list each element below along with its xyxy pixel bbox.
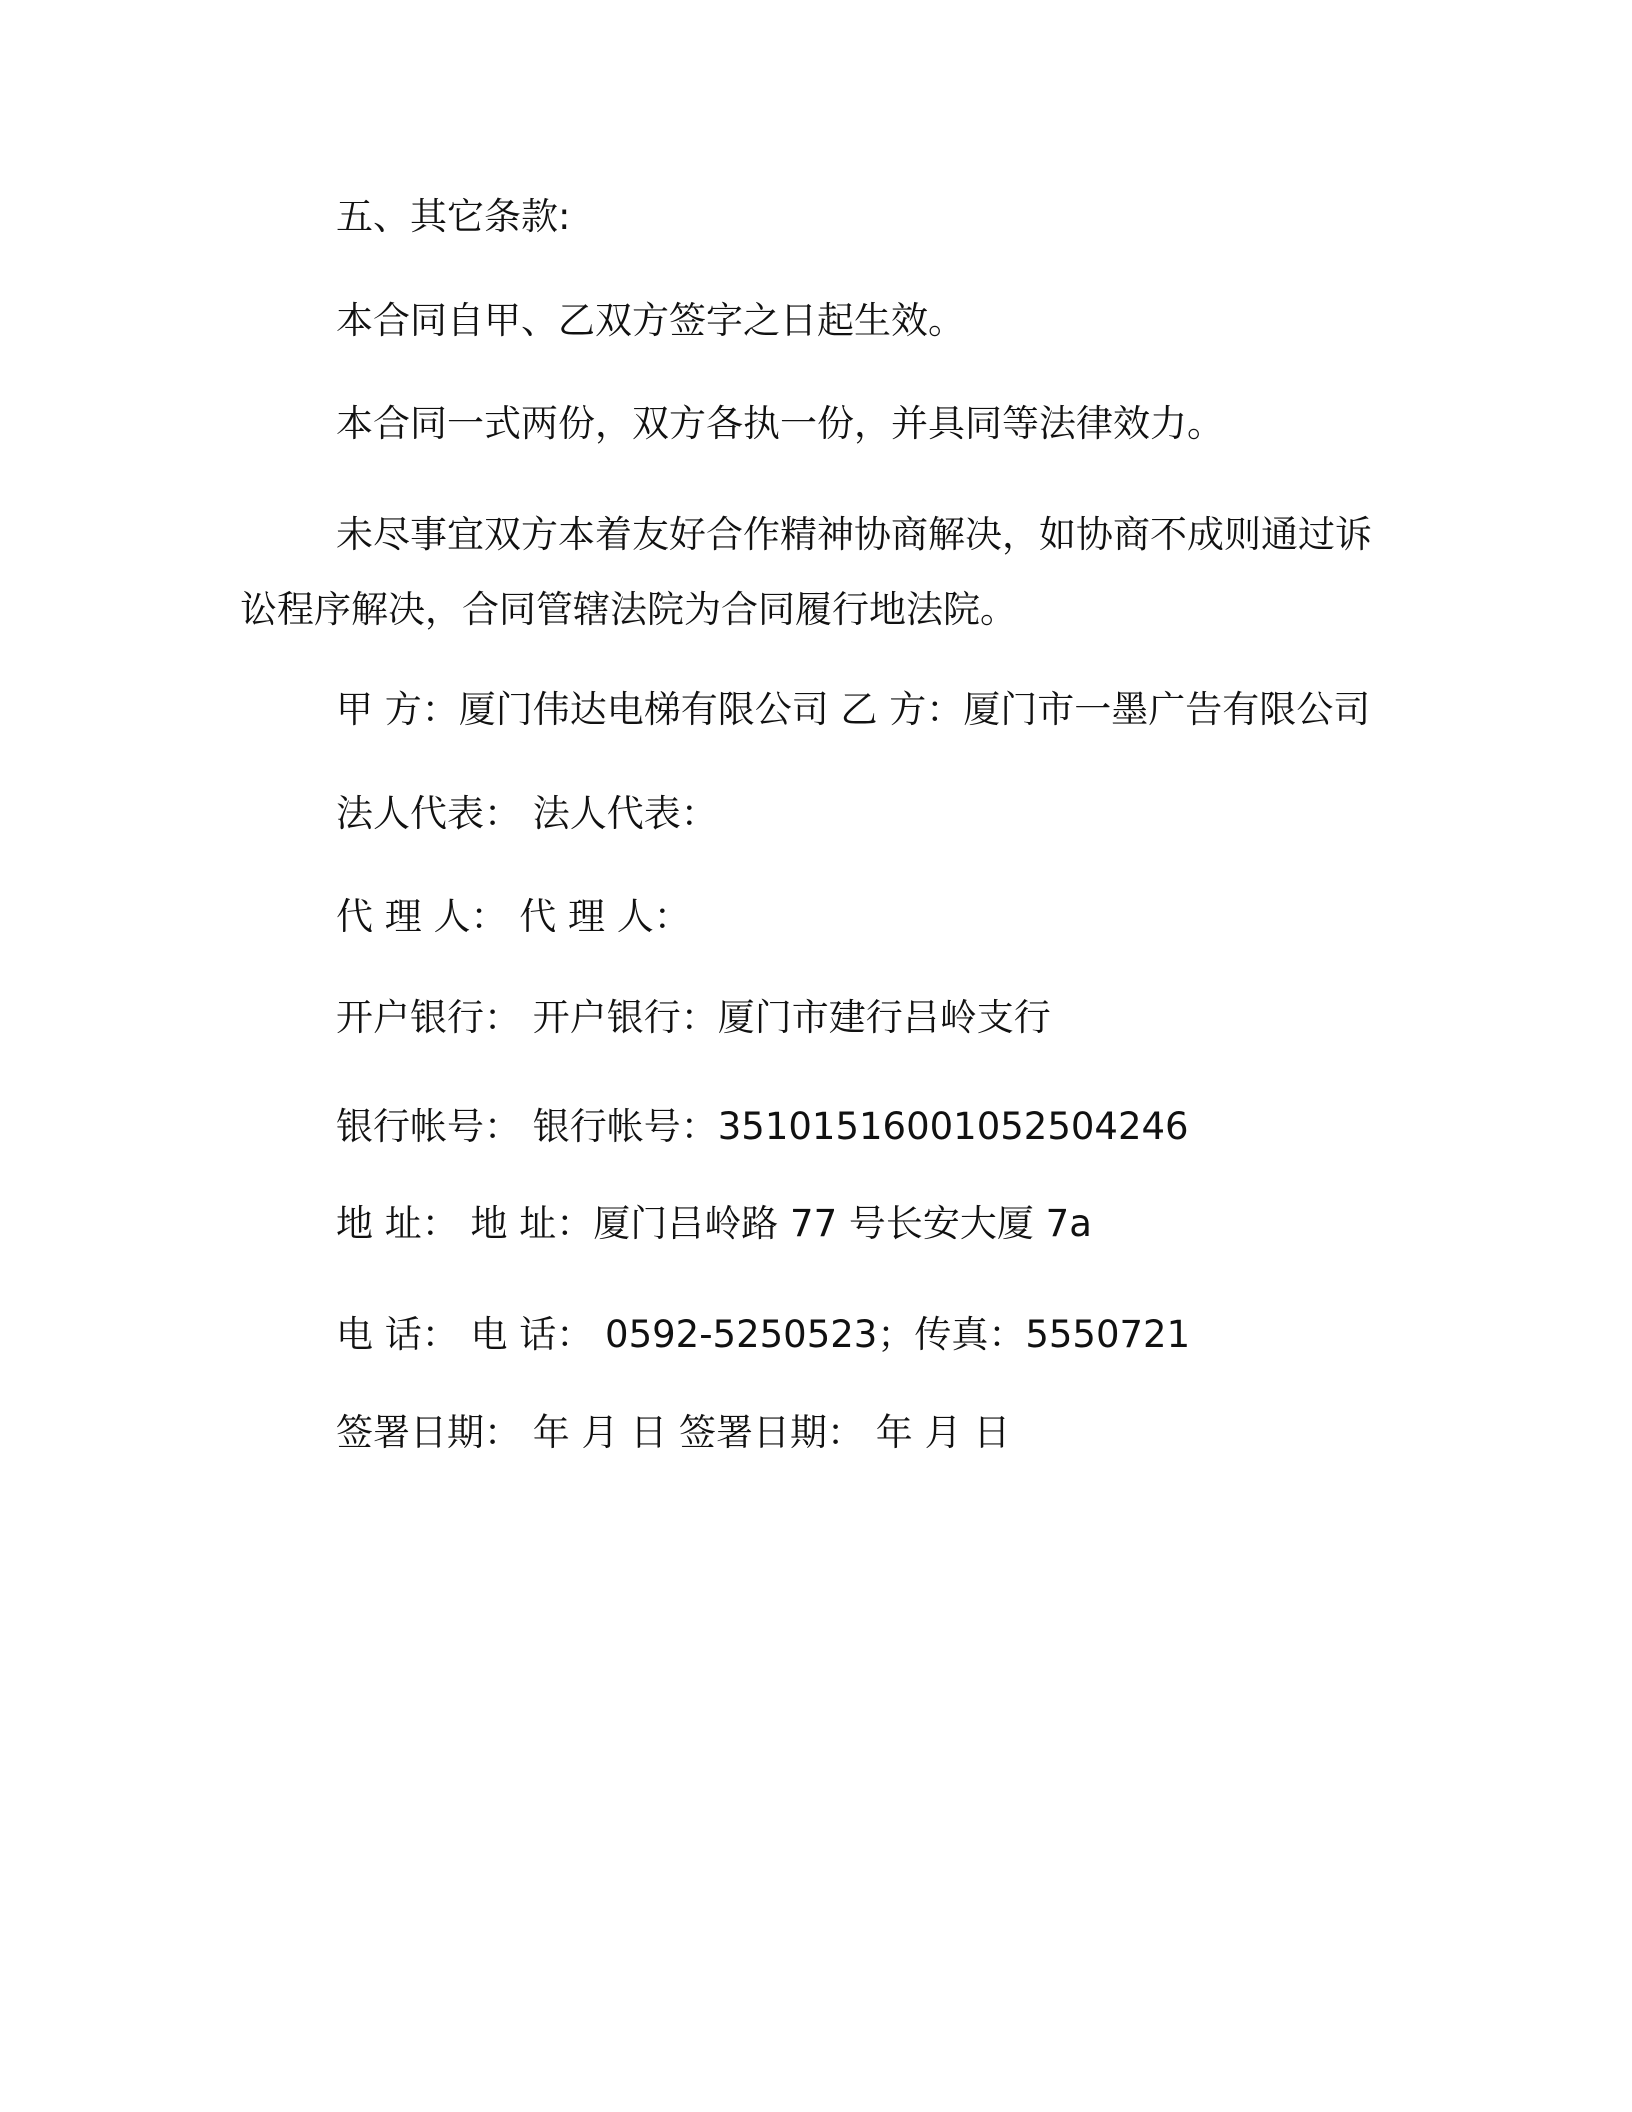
agent-line: 代 理 人： 代 理 人：: [336, 895, 691, 938]
address-line: 地 址： 地 址：厦门吕岭路 77 号长安大厦 7a: [336, 1202, 1092, 1245]
section-heading: 五、其它条款:: [336, 195, 571, 238]
clause-copies: 本合同一式两份，双方各执一份，并具同等法律效力。: [336, 402, 1224, 445]
bank-line: 开户银行： 开户银行：厦门市建行吕岭支行: [336, 996, 1051, 1039]
parties-line: 甲 方：厦门伟达电梯有限公司 乙 方：厦门市一墨广告有限公司: [336, 688, 1371, 731]
clause-effective: 本合同自甲、乙双方签字之日起生效。: [336, 299, 965, 342]
date-line: 签署日期： 年 月 日 签署日期： 年 月 日: [336, 1411, 1011, 1454]
phone-line: 电 话： 电 话： 0592-5250523；传真：5550721: [336, 1313, 1191, 1356]
clause-dispute: 未尽事宜双方本着友好合作精神协商解决，如协商不成则通过诉讼程序解决，合同管辖法院为合同履行地法院。: [240, 513, 1372, 631]
account-line: 银行帐号： 银行帐号：35101516001052504246: [336, 1105, 1189, 1148]
legal-rep-line: 法人代表： 法人代表：: [336, 792, 718, 835]
